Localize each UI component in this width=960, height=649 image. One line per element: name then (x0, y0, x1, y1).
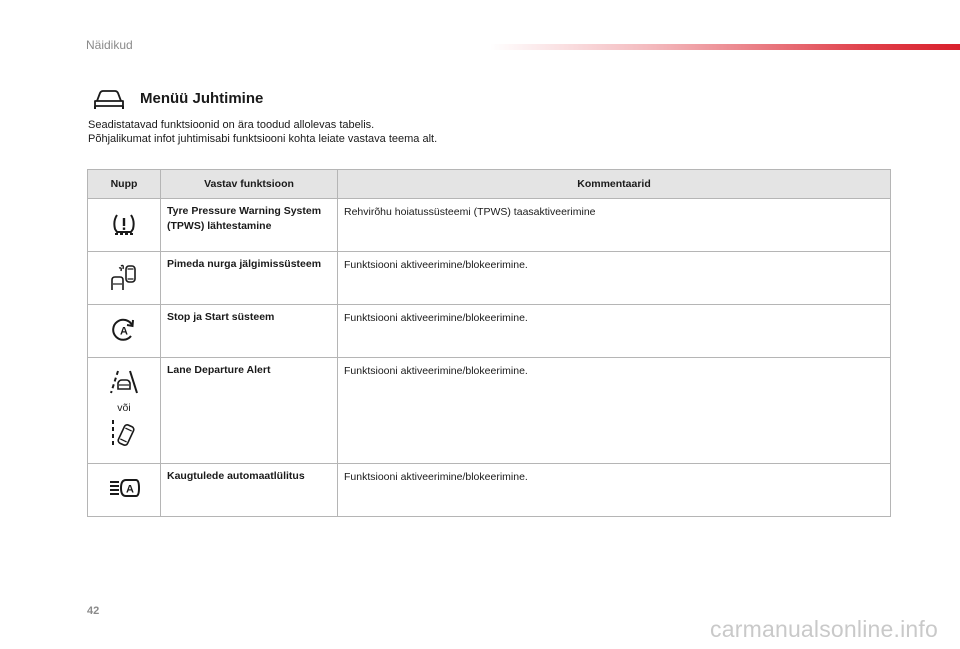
intro-text (88, 118, 437, 146)
header-kommentaarid: Kommentaarid (338, 170, 891, 199)
blind-spot-icon (110, 262, 138, 292)
or-text: või (117, 401, 131, 414)
function-name: Pimeda nurga jälgimissüsteem (161, 252, 338, 305)
table-row (88, 305, 891, 358)
intro-line: Põhjalikumat infot juhtimisabi funktsiooni kohta leiate vastava teema alt. (88, 133, 438, 145)
function-name: Tyre Pressure Warning System (TPWS) lähtestamine (161, 199, 338, 252)
table-row (88, 464, 891, 517)
tpms-icon (111, 211, 137, 237)
page-title: Menüü Juhtimine (140, 89, 264, 107)
section-label: Näidikud (86, 38, 133, 52)
icon-cell (88, 358, 161, 464)
comment: Funktsiooni aktiveerimine/blokeerimine. (338, 252, 891, 305)
comment: Funktsiooni aktiveerimine/blokeerimine. (338, 305, 891, 358)
svg-text:A: A (126, 483, 134, 495)
table-row (88, 199, 891, 252)
svg-text:A: A (120, 325, 128, 337)
header-accent-bar (490, 44, 960, 50)
lane-departure-alt-icon (110, 418, 138, 450)
function-name: Kaugtulede automaatlülitus (161, 464, 338, 517)
page-number: 42 (87, 605, 100, 617)
auto-high-beam-icon (108, 477, 140, 501)
header-funktsioon: Vastav funktsioon (161, 170, 338, 199)
watermark: carmanualsonline.info (710, 616, 938, 642)
icon-cell (88, 252, 161, 305)
title-row (92, 86, 263, 110)
function-name: Stop ja Start süsteem (161, 305, 338, 358)
header-nupp: Nupp (88, 170, 161, 199)
comment: Rehvirõhu hoiatussüsteemi (TPWS) taasaktiveerimine (338, 199, 891, 252)
lane-departure-icon (109, 369, 139, 395)
icon-cell (88, 199, 161, 252)
stop-start-icon (111, 317, 137, 343)
functions-table (87, 169, 891, 517)
table-row (88, 252, 891, 305)
intro-line: Seadistatavad funktsioonid on ära toodud allolevas tabelis. (88, 119, 375, 131)
table-row (88, 358, 891, 464)
icon-cell (88, 305, 161, 358)
function-name: Lane Departure Alert (161, 358, 338, 464)
comment: Funktsiooni aktiveerimine/blokeerimine. (338, 464, 891, 517)
comment: Funktsiooni aktiveerimine/blokeerimine. (338, 358, 891, 464)
car-icon (92, 86, 126, 110)
table-header-row (88, 170, 891, 199)
icon-cell (88, 464, 161, 517)
